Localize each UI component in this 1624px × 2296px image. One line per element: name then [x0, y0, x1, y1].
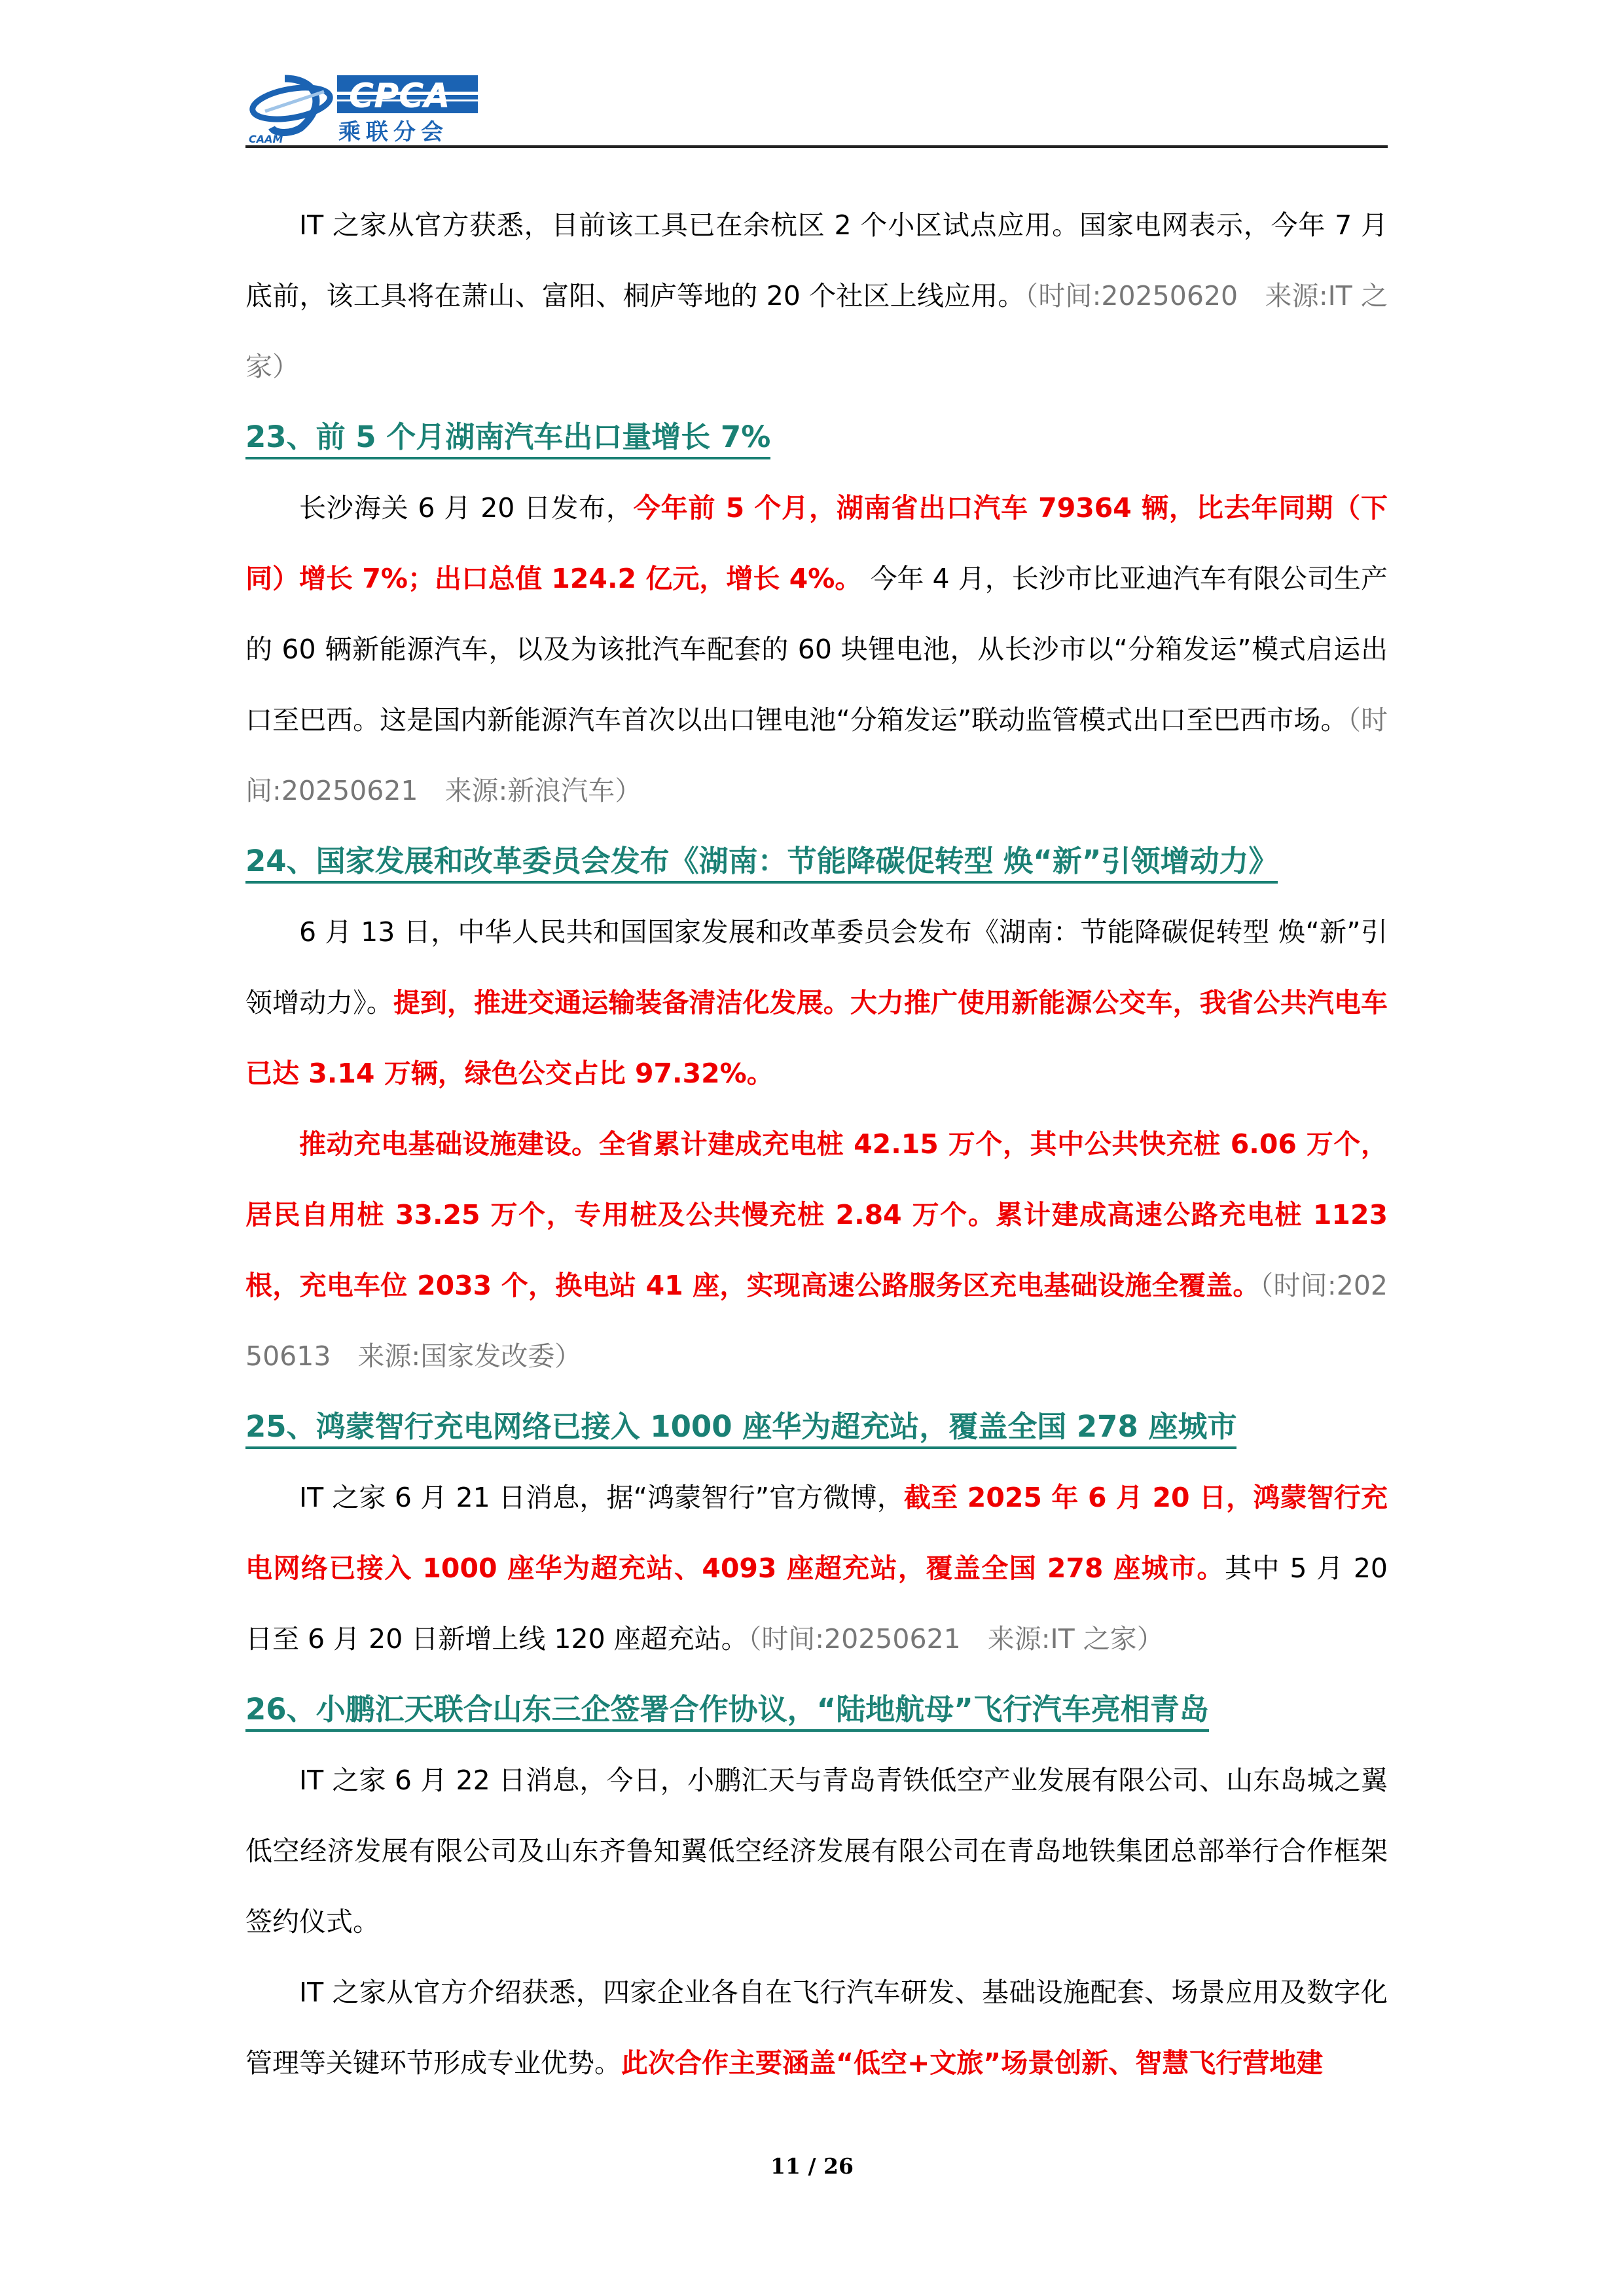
- section-26-title: 26、小鹏汇天联合山东三企签署合作协议，“陆地航母”飞行汽车亮相青岛: [245, 1692, 1209, 1732]
- logo-swoosh-icon: [250, 79, 333, 133]
- section-25-meta: （时间:20250621 来源:IT 之家）: [748, 1623, 1164, 1655]
- section-25-rest: 其中 5 月 20 日至 6 月 20 日新增上线 120 座超充站。: [245, 1552, 1388, 1655]
- intro-paragraph: [245, 190, 1388, 402]
- section-25-title: 25、鸿蒙智行充电网络已接入 1000 座华为超充站，覆盖全国 278 座城市: [245, 1409, 1236, 1449]
- logo-mark-text: CAAM: [249, 133, 283, 145]
- section-26-paragraph-2: [245, 1957, 1388, 2098]
- section-24-paragraph-2: [245, 1109, 1388, 1391]
- section-24-meta: （时间:20250613 来源:国家发改委）: [245, 1270, 1388, 1372]
- section-23-highlight: 今年前 5 个月，湖南省出口汽车 79364 辆，比去年同期（下同）增长 7%；出口总值 124.2 亿元，增长 4%。: [245, 492, 1388, 594]
- logo-text: CPCA: [349, 77, 450, 116]
- page-content: [245, 190, 1388, 2098]
- section-23-title: 23、前 5 个月湖南汽车出口量增长 7%: [245, 420, 770, 459]
- section-24-heading: [245, 826, 1388, 897]
- section-24-paragraph-1: [245, 897, 1388, 1109]
- section-23-lead: 长沙海关 6 月 20 日发布，: [299, 492, 634, 524]
- section-26-highlight: 此次合作主要涵盖“低空+文旅”场景创新、智慧飞行营地建: [621, 2047, 1324, 2079]
- section-26-heading: [245, 1674, 1388, 1745]
- intro-meta: （时间:20250620 来源:IT 之家）: [245, 280, 1388, 382]
- intro-text: IT 之家从官方获悉，目前该工具已在余杭区 2 个小区试点应用。国家电网表示，今年 7 月底前，该工具将在萧山、富阳、桐庐等地的 20 个社区上线应用。: [245, 209, 1388, 312]
- section-23-paragraph: [245, 473, 1388, 826]
- header-rule: [245, 145, 1388, 148]
- page-number: 11 / 26: [770, 2153, 854, 2179]
- section-25-lead: IT 之家 6 月 21 日消息，据“鸿蒙智行”官方微博，: [299, 1482, 905, 1513]
- section-24-highlight-1: 提到，推进交通运输装备清洁化发展。大力推广使用新能源公交车，我省公共汽电车已达 3.14 万辆，绿色公交占比 97.32%。: [245, 987, 1388, 1089]
- section-25-heading: [245, 1391, 1388, 1462]
- section-24-lead: 6 月 13 日，中华人民共和国国家发展和改革委员会发布《湖南：节能降碳促转型 焕“新”引领增动力》。: [245, 916, 1388, 1018]
- page-header: [245, 65, 1388, 147]
- section-24-title: 24、国家发展和改革委员会发布《湖南：节能降碳促转型 焕“新”引领增动力》: [245, 844, 1278, 884]
- section-26-lead: IT 之家从官方介绍获悉，四家企业各自在飞行汽车研发、基础设施配套、场景应用及数字化管理等关键环节形成专业优势。: [245, 1977, 1388, 2079]
- cpca-logo: [245, 65, 481, 147]
- section-26-text: IT 之家 6 月 22 日消息，今日，小鹏汇天与青岛青铁低空产业发展有限公司、山东岛城之翼低空经济发展有限公司及山东齐鲁知翼低空经济发展有限公司在青岛地铁集团总部举行合作框架签约仪式。: [245, 1765, 1388, 1937]
- section-25-paragraph: [245, 1462, 1388, 1674]
- logo-subtext: 乘联分会: [338, 119, 448, 145]
- section-26-paragraph-1: [245, 1745, 1388, 1957]
- section-24-highlight-2: 推动充电基础设施建设。全省累计建成充电桩 42.15 万个，其中公共快充桩 6.06 万个，居民自用桩 33.25 万个，专用桩及公共慢充桩 2.84 万个。累计建成高速公路充电桩 1123 根，充电车位 2033 个，换电站 41 座，实现高速公路服务区充电基础设施全覆盖。: [245, 1128, 1388, 1301]
- section-23-heading: [245, 402, 1388, 473]
- section-23-meta: （时间:20250621 来源:新浪汽车）: [245, 704, 1388, 806]
- section-25-highlight: 截至 2025 年 6 月 20 日，鸿蒙智行充电网络已接入 1000 座华为超充站、4093 座超充站，覆盖全国 278 座城市。: [245, 1482, 1388, 1584]
- section-23-rest: 今年 4 月，长沙市比亚迪汽车有限公司生产的 60 辆新能源汽车，以及为该批汽车配套的 60 块锂电池，从长沙市以“分箱发运”模式启运出口至巴西。这是国内新能源汽车首次以出口锂电池“分箱发运”联动监管模式出口至巴西市场。: [245, 563, 1388, 736]
